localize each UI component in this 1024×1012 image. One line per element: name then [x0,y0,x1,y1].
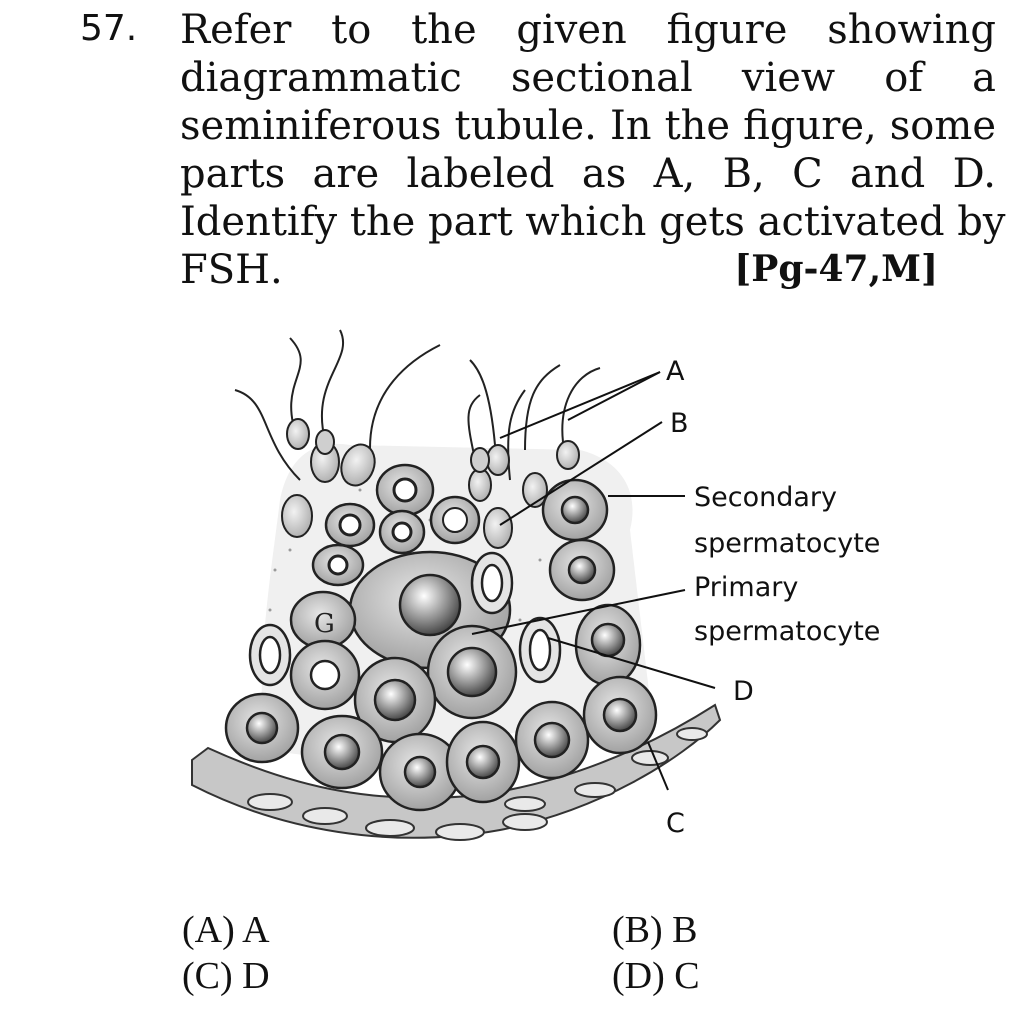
cell [516,702,588,778]
label-c: C [666,808,685,839]
label-b: B [670,408,689,439]
page-reference: [Pg-47,M] [734,248,938,290]
cell [584,677,656,753]
cell [313,545,363,585]
cell [377,465,433,515]
label-primary-spermatocyte: Primary [694,572,799,603]
cell [447,722,519,802]
question-line: seminiferous tubule. In the figure, some [180,103,996,149]
question-line: Identify the part which gets activated by [180,199,1006,245]
label-secondary-spermatocyte-2: spermatocyte [694,528,881,559]
cell [431,497,479,543]
question-number: 57. [80,8,138,49]
cell [291,592,355,648]
label-a: A [666,356,685,387]
question-line: diagrammatic sectional view of a [180,55,996,101]
primary-spermatocyte-cell [428,626,516,718]
option-c[interactable]: (C) D [182,955,270,997]
cell [380,511,424,553]
cell [472,553,512,613]
cell [302,716,382,788]
option-d[interactable]: (D) C [612,955,700,997]
cell [326,504,374,546]
label-primary-spermatocyte-2: spermatocyte [694,616,881,647]
label-d: D [733,676,754,707]
cell [550,540,614,600]
cell [576,605,640,685]
label-secondary-spermatocyte: Secondary [694,482,837,513]
option-b[interactable]: (B) B [612,909,698,951]
question-line: parts are labeled as A, B, C and D. [180,151,996,197]
cell [520,618,560,682]
secondary-spermatocyte-cell [543,480,607,540]
cell [250,625,290,685]
option-a[interactable]: (A) A [182,909,270,951]
seminiferous-tubule-figure [180,320,940,880]
cell [291,641,359,709]
svg-text:G: G [314,609,335,639]
question-line: Refer to the given figure showing [180,7,996,53]
cell [226,694,298,762]
question-line: FSH. [180,247,283,293]
